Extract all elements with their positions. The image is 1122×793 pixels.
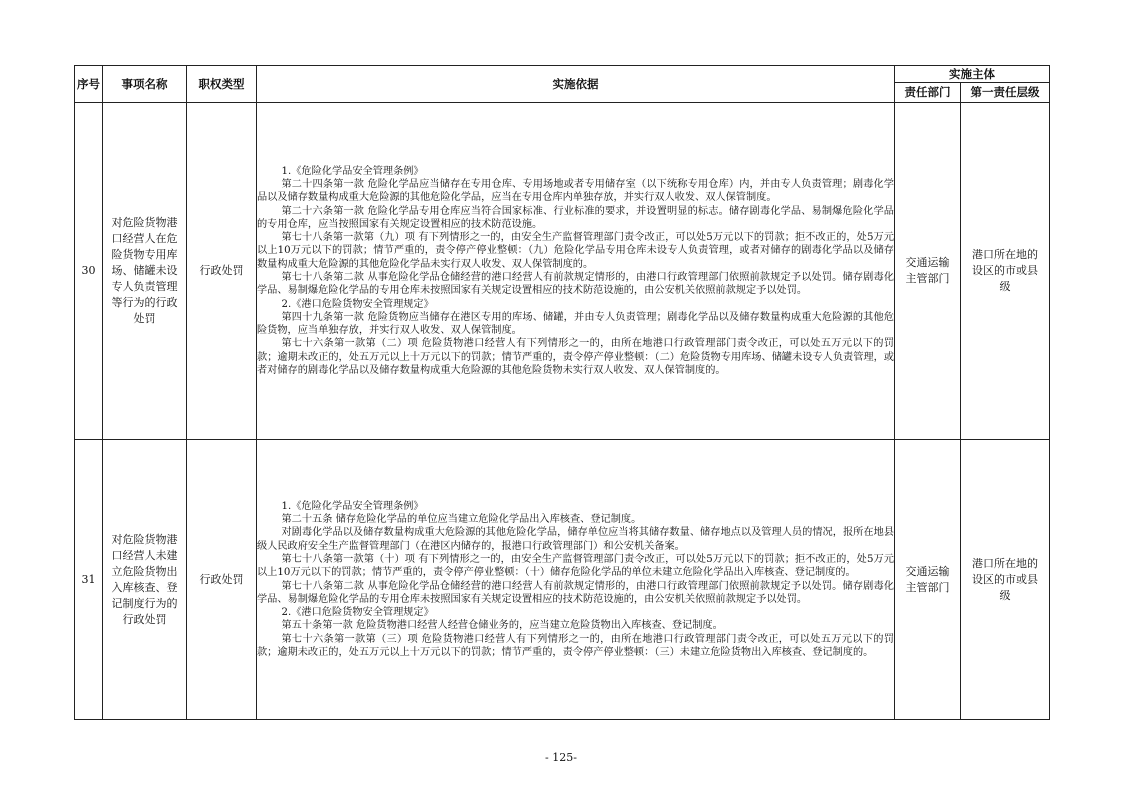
row-level: 港口所在地的设区的市或县级 (961, 103, 1050, 440)
row-basis (257, 440, 895, 720)
row-basis (257, 103, 895, 440)
row-dept: 交通运输主管部门 (895, 440, 961, 720)
row-dept: 交通运输主管部门 (895, 103, 961, 440)
row-seq: 30 (75, 103, 103, 440)
enforcement-table (74, 65, 1050, 720)
basis-paragraph: 第二十五条 储存危险化学品的单位应当建立危险化学品出入库核查、登记制度。 (281, 514, 642, 526)
row-power-type: 行政处罚 (187, 103, 257, 440)
basis-paragraph: 第二十四条第一款 危险化学品应当储存在专用仓库、专用场地或者专用储存室（以下统称专用仓库）内，并由专人负责管理；剧毒化学品以及储存数量构成重大危险源的其他危险化学品，应当在专用仓库内单独存放，并实行双人收发、双人保管制度。 (257, 178, 894, 204)
basis-paragraph: 第七十八条第二款 从事危险化学品仓储经营的港口经营人有前款规定情形的，由港口行政管理部门依照前款规定予以处罚。储存剧毒化学品、易制爆危险化学品的专用仓库未按照国家有关规定设置相应的技术防范设施的，由公安机关依照前款规定予以处罚。 (257, 272, 894, 297)
basis-paragraph: 第五十条第一款 危险货物港口经营人经营仓储业务的，应当建立危险货物出入库核查、登记制度。 (281, 620, 723, 632)
basis-paragraph: 第七十八条第一款第（九）项 有下列情形之一的，由安全生产监督管理部门责令改正，可以处5万元以下的罚款；拒不改正的，处5万元以上10万元以下的罚款；情节严重的，责令停产停业整顿：（九）危险化学品专用仓库未设专人负责管理，或者对储存的剧毒化学品以及储存数量构成重大危险源的其他危险化学品未实行双人收发、双人保管制度的。 (257, 232, 894, 270)
basis-paragraph: 第七十八条第一款第（十）项 有下列情形之一的，由安全生产监督管理部门责令改正，可以处5万元以下的罚款；拒不改正的，处5万元以上10万元以下的罚款；情节严重的，责令停产停业整顿：（十）储存危险化学品的单位未建立危险化学品出入库核查、登记制度的。 (257, 553, 894, 579)
page-number: - 125- (545, 751, 577, 764)
basis-paragraph: 第七十八条第二款 从事危险化学品仓储经营的港口经营人有前款规定情形的，由港口行政管理部门依照前款规定予以处罚。储存剧毒化学品、易制爆危险化学品的专用仓库未按照国家有关规定设置相应的技术防范设施的，由公安机关依照前款规定予以处罚。 (257, 580, 894, 605)
basis-paragraph: 对剧毒化学品以及储存数量构成重大危险源的其他危险化学品，储存单位应当将其储存数量、储存地点以及管理人员的情况，报所在地县级人民政府安全生产监督管理部门（在港区内储存的，报港口行政管理部门）和公安机关备案。 (257, 527, 894, 552)
basis-paragraph: 第二十六条第一款 危险化学品专用仓库应当符合国家标准、行业标准的要求，并设置明显的标志。储存剧毒化学品、易制爆危险化学品的专用仓库，应当按照国家有关规定设置相应的技术防范设施。 (257, 205, 894, 230)
header-power-type: 职权类型 (187, 66, 257, 103)
basis-paragraph: 2.《港口危险货物安全管理规定》 (281, 298, 434, 310)
basis-paragraph: 第四十九条第一款 危险货物应当储存在港区专用的库场、储罐，并由专人负责管理；剧毒化学品以及储存数量构成重大危险源的其他危险货物，应当单独存放，并实行双人收发、双人保管制度。 (257, 311, 894, 337)
header-seq: 序号 (75, 66, 103, 103)
header-item-name: 事项名称 (103, 66, 187, 103)
row-power-type: 行政处罚 (187, 440, 257, 720)
header-subject: 实施主体 (895, 66, 1050, 83)
header-basis: 实施依据 (257, 66, 895, 103)
row-item-name: 对危险货物港口经营人在危险货物专用库场、储罐未设专人负责管理等行为的行政处罚 (103, 103, 187, 440)
table-row (75, 103, 1050, 440)
basis-paragraph: 1.《危险化学品安全管理条例》 (281, 500, 424, 512)
row-seq: 31 (75, 440, 103, 720)
header-level: 第一责任层级 (961, 83, 1050, 103)
row-item-name: 对危险货物港口经营人未建立危险货物出入库核查、登记制度行为的行政处罚 (103, 440, 187, 720)
header-dept: 责任部门 (895, 83, 961, 103)
basis-paragraph: 第七十六条第一款第（三）项 危险货物港口经营人有下列情形之一的，由所在地港口行政管理部门责令改正，可以处五万元以下的罚款；逾期未改正的，处五万元以上十万元以下的罚款；情节严重的，责令停产停业整顿：（三）未建立危险货物出入库核查、登记制度的。 (257, 633, 894, 658)
basis-paragraph: 1.《危险化学品安全管理条例》 (281, 165, 424, 177)
basis-paragraph: 2.《港口危险货物安全管理规定》 (281, 607, 434, 619)
table-row (75, 440, 1050, 720)
basis-paragraph: 第七十六条第一款第（二）项 危险货物港口经营人有下列情形之一的，由所在地港口行政管理部门责令改正，可以处五万元以下的罚款；逾期未改正的，处五万元以上十万元以下的罚款；情节严重的，责令停产停业整顿：（二）危险货物专用库场、储罐未设专人负责管理，或者对储存的剧毒化学品以及储存数量构成重大危险源的其他危险货物未实行双人收发、双人保管制度的。 (257, 338, 894, 377)
row-level: 港口所在地的设区的市或县级 (961, 440, 1050, 720)
